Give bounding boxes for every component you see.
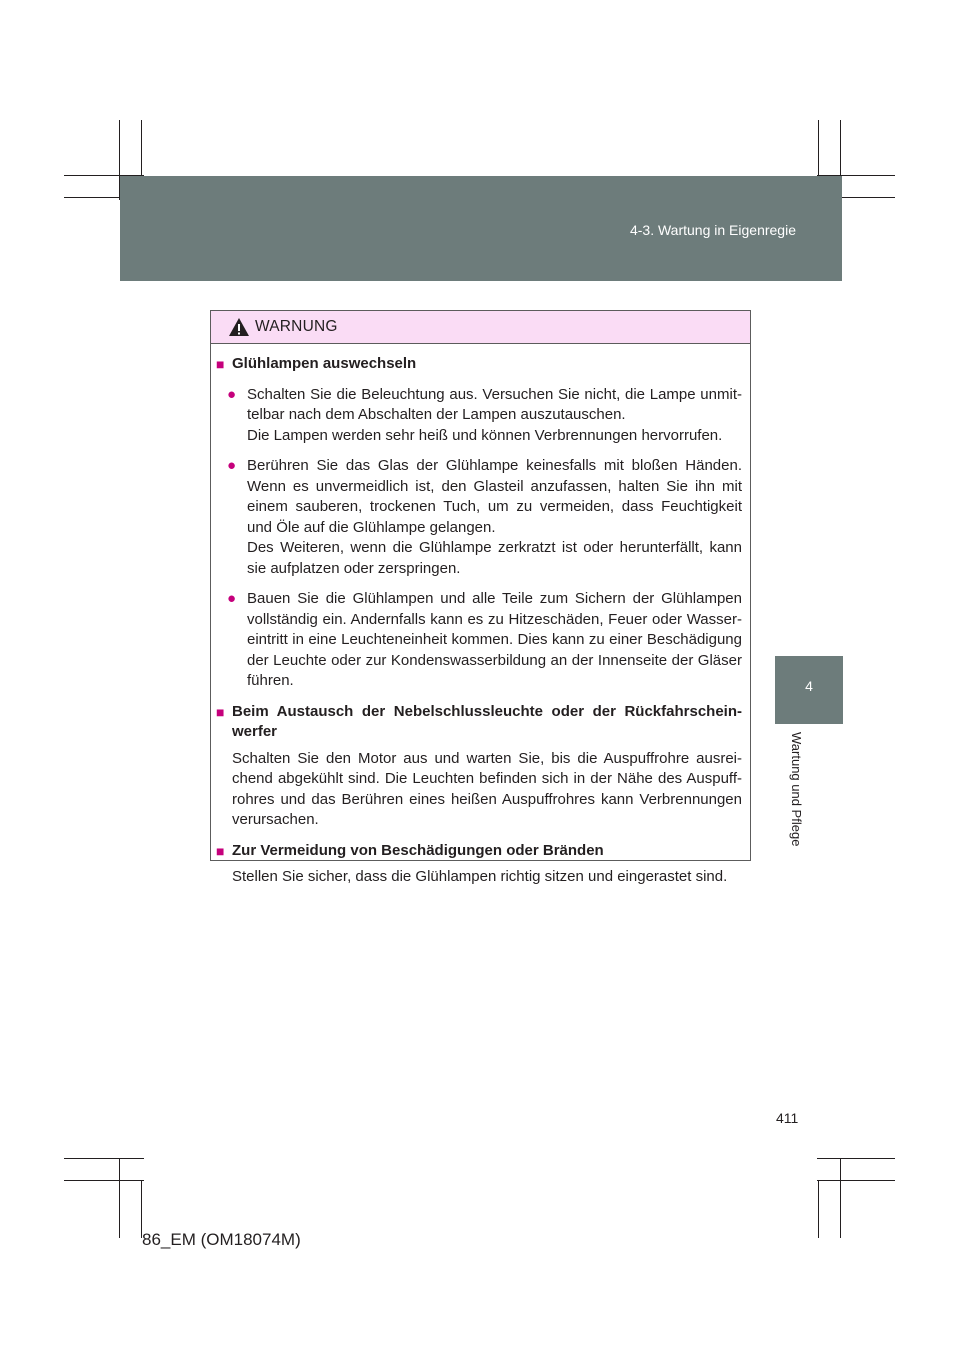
square-bullet-icon: ■: [216, 842, 225, 859]
section-heading: [216, 841, 742, 862]
circle-bullet-icon: ●: [227, 385, 237, 403]
page-number: 411: [776, 1110, 799, 1126]
square-bullet-icon: ■: [216, 356, 225, 372]
section-heading: [216, 702, 742, 743]
heading-text: Glühlampen auswechseln: [232, 355, 417, 372]
list-item: [216, 589, 742, 692]
paragraph: Stellen Sie sicher, dass die Glühlampen richtig sitzen und eingerastet sind.: [232, 868, 728, 885]
document-code: 86_EM (OM18074M): [142, 1230, 301, 1249]
circle-bullet-icon: ●: [227, 590, 237, 607]
bullet-text: Die Lampen werden sehr heiß und können Verbrennungen hervorrufen.: [247, 426, 723, 444]
heading-text: Beim Austausch der Nebelschlussleuchte oder der Rückfahrschein-werfer: [232, 702, 742, 740]
list-item: [216, 385, 742, 447]
warning-triangle-icon: [228, 317, 250, 337]
warning-header: [211, 311, 750, 344]
crop-mark: [840, 1158, 841, 1238]
crop-mark: [64, 1158, 144, 1159]
bullet-text: Bauen Sie die Glühlampen und alle Teile zum Sichern der Glühlampen vollständig ein. Andernfalls kann es zu Hitzeschäden, Feuer oder Wasser-eintritt in eine Leuchteneinheit kommen. Dies kann zu einer Beschädigung der Leuchte oder zur Kondenswasserbildung an der Innenseite der Gläser führen.: [247, 590, 742, 689]
crop-mark: [64, 1180, 144, 1181]
chapter-tab: [775, 656, 843, 724]
square-bullet-icon: ■: [216, 703, 225, 720]
warning-box: [210, 310, 751, 885]
chapter-number: 4: [805, 678, 813, 694]
warning-body: [211, 344, 750, 898]
paragraph: Schalten Sie den Motor aus und warten Sie, bis die Auspuffrohre ausrei-chend abgekühlt sind. Die Leuchten befinden sich in der Nähe des Auspuff-rohres und das Berühren eines heißen Auspuffrohres kann Verbrennungen verursachen.: [232, 749, 742, 828]
list-item: [216, 456, 742, 579]
warning-title: WARNUNG: [255, 318, 338, 335]
chapter-label: Wartung und Pflege: [789, 732, 804, 847]
crop-mark: [818, 1180, 819, 1238]
bullet-text: Schalten Sie die Beleuchtung aus. Versuchen Sie nicht, die Lampe unmit-telbar nach dem Abschalten der Lampen auszutauschen.: [247, 385, 742, 423]
crop-mark: [817, 1158, 895, 1159]
heading-text: Zur Vermeidung von Beschädigungen oder Bränden: [232, 841, 604, 859]
bullet-text: Des Weiteren, wenn die Glühlampe zerkratzt ist oder herunterfällt, kann sie aufplatzen oder zerspringen.: [247, 539, 742, 577]
chapter-header-band: [120, 176, 842, 281]
section-heading: [216, 354, 742, 375]
crop-mark: [119, 1158, 120, 1238]
section-title: 4-3. Wartung in Eigenregie: [629, 222, 796, 238]
bullet-text: Berühren Sie das Glas der Glühlampe keinesfalls mit bloßen Händen. Wenn es unvermeidlich ist, den Glasteil anzufassen, halten Sie ihn mit einem sauberen, trockenen Tuch, um zu vermeiden, dass Feuchtigkeit und Öle auf die Glühlampe gelangen.: [247, 457, 742, 536]
circle-bullet-icon: ●: [227, 457, 237, 474]
crop-mark: [817, 1180, 895, 1181]
